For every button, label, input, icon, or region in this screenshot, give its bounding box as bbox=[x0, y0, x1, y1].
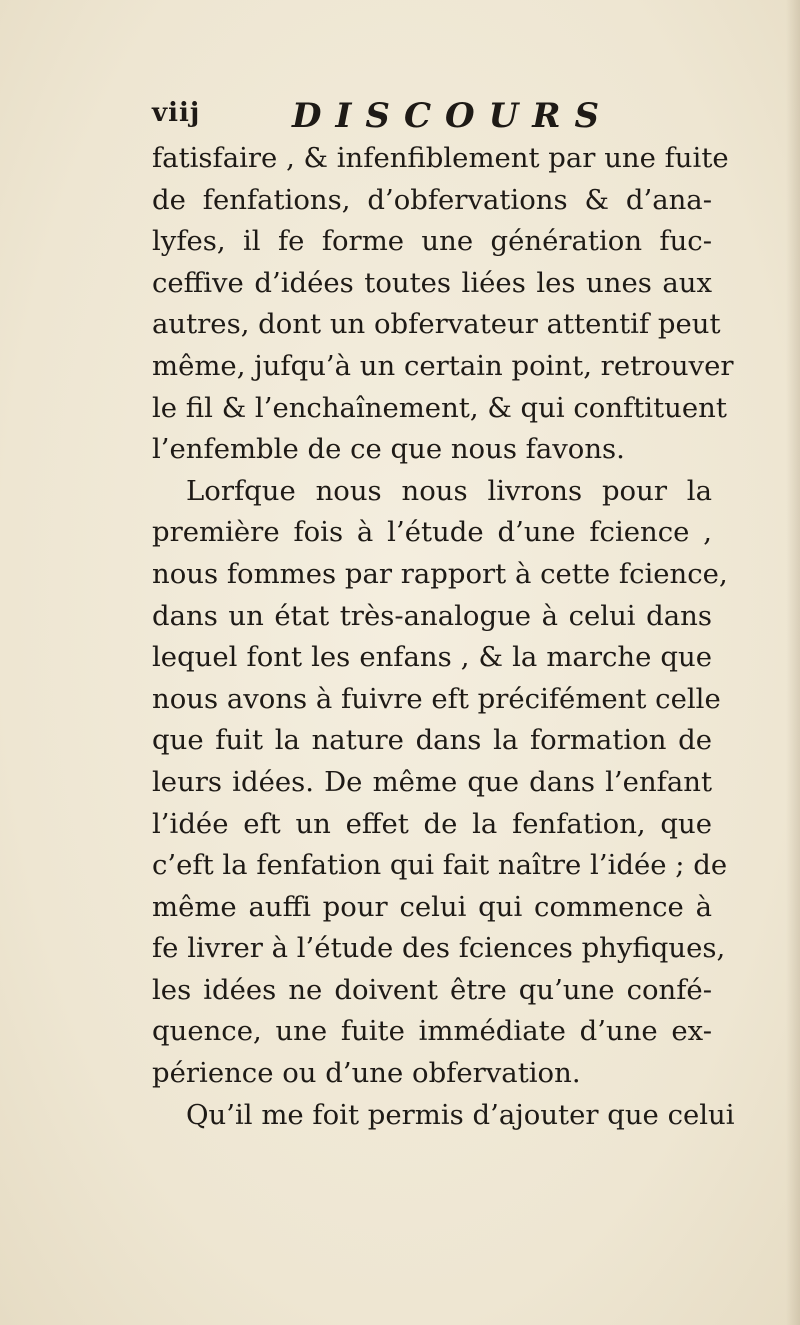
text-line: nous avons à fuivre eft précifément celle bbox=[152, 682, 721, 715]
text-line: l’idée eft un effet de la fenfation, que bbox=[152, 807, 712, 840]
running-title: DISCOURS bbox=[292, 96, 614, 136]
text-line: le fil & l’enchaînement, & qui conftituent bbox=[152, 391, 727, 424]
text-line: Lorfque nous nous livrons pour la bbox=[186, 474, 712, 507]
text-line: ceffive d’idées toutes liées les unes aux bbox=[152, 266, 712, 299]
text-line: Qu’il me foit permis d’ajouter que celui bbox=[186, 1098, 735, 1131]
text-line: nous fommes par rapport à cette fcience, bbox=[152, 557, 728, 590]
text-line: même auffi pour celui qui commence à bbox=[152, 890, 712, 923]
text-line: leurs idées. De même que dans l’enfant bbox=[152, 765, 712, 798]
text-line: même, jufqu’à un certain point, retrouver bbox=[152, 349, 734, 382]
page-edge-shadow bbox=[786, 0, 800, 1325]
text-line: première fois à l’étude d’une fcience , bbox=[152, 516, 712, 549]
page-header bbox=[152, 96, 712, 136]
text-line: l’enfemble de ce que nous favons. bbox=[152, 433, 625, 466]
text-line: fe livrer à l’étude des fciences phyfiques, bbox=[152, 932, 726, 965]
text-line: lyfes, il fe forme une génération fuc- bbox=[152, 225, 712, 258]
text-line: quence, une fuite immédiate d’une ex- bbox=[152, 1015, 712, 1048]
text-line: les idées ne doivent être qu’une confé- bbox=[152, 973, 712, 1006]
text-line: périence ou d’une obfervation. bbox=[152, 1057, 581, 1090]
text-line: c’eft la fenfation qui fait naître l’idée ; de bbox=[152, 849, 728, 882]
text-line: autres, dont un obfervateur attentif peut bbox=[152, 308, 721, 341]
text-line: dans un état très-analogue à celui dans bbox=[152, 599, 712, 632]
text-line: que fuit la nature dans la formation de bbox=[152, 724, 712, 757]
body-text bbox=[152, 138, 735, 1136]
text-line: de fenfations, d’obfervations & d’ana- bbox=[152, 183, 712, 216]
text-line: lequel font les enfans , & la marche que bbox=[152, 641, 712, 674]
text-line: fatisfaire , & infenfiblement par une fuite bbox=[152, 142, 729, 174]
page-number: viij bbox=[152, 98, 201, 128]
